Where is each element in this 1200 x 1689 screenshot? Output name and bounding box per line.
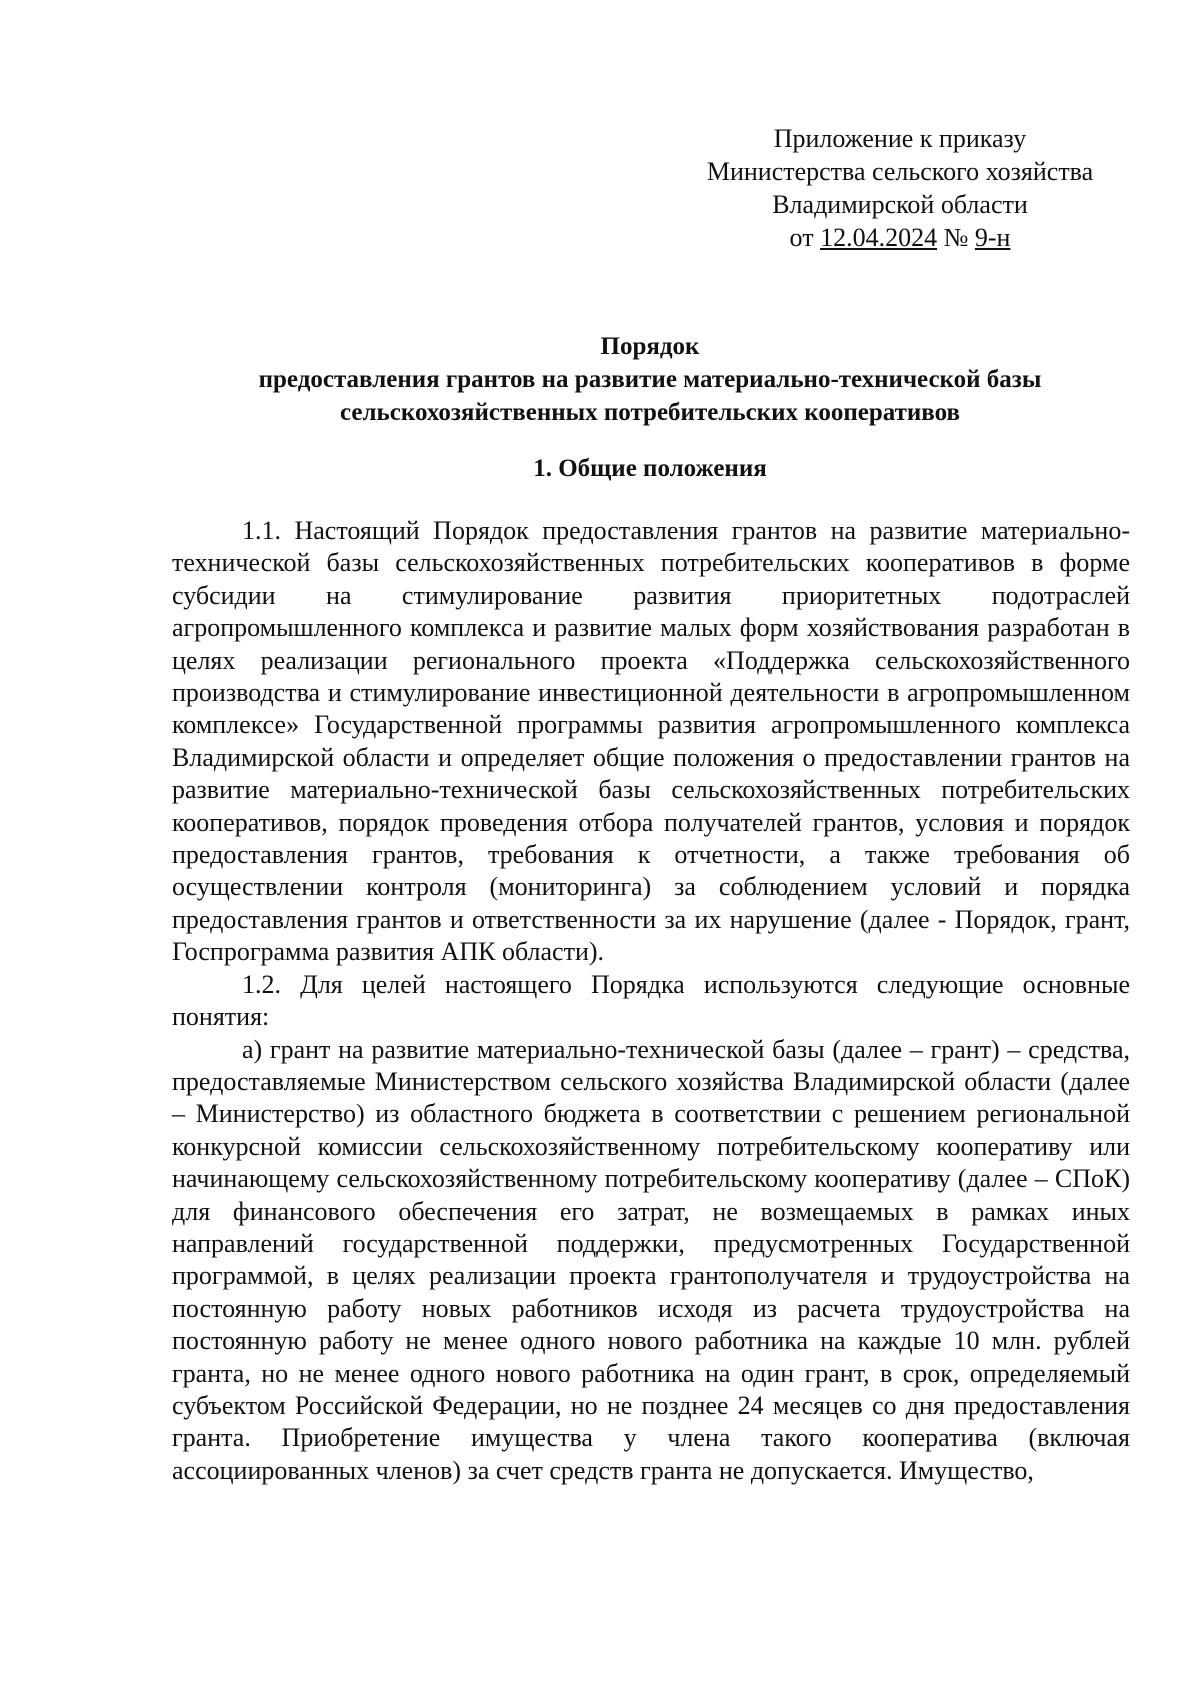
appendix-line-1: Приложение к приказу xyxy=(773,124,1027,153)
date-prefix: от xyxy=(789,223,821,252)
paragraph-1-2: 1.2. Для целей настоящего Порядка используются следующие основные понятия: xyxy=(172,969,1130,1032)
order-number: 9-н xyxy=(974,223,1011,252)
section-heading: 1. Общие положения xyxy=(533,455,767,482)
paragraph-1-1: 1.1. Настоящий Порядок предоставления грантов на развитие материально-технической базы сельскохозяйственных потребительских кооперативов в форме субсидии на стимулирование развития приоритетных подотраслей агропромышленного комплекса и развитие малых форм хозяйствования разработан в целях реализации регионального проекта «Поддержка сельскохозяйственного производства и стимулирование инвестиционной деятельности в агропромышленном комплексе» Государственной программы развития агропромышленного комплекса Владимирской области и определяет общие положения о предоставлении грантов на развитие материально-технической базы сельскохозяйственных потребительских кооперативов, порядок проведения отбора получателей грантов, условия и порядок предоставления грантов, требования к отчетности, а также требования об осуществлении контроля (мониторинга) за соблюдением условий и порядка предоставления грантов и ответственности за их нарушение (далее - Порядок, грант, Госпрограмма развития АПК области). xyxy=(172,516,1130,967)
title-line-2: предоставления грантов на развитие материально-технической базы xyxy=(258,366,1042,393)
document-title xyxy=(170,330,1130,429)
document-body xyxy=(172,515,1130,1487)
appendix-line-3: Владимирской области xyxy=(772,190,1028,219)
paragraph-a: а) грант на развитие материально-технической базы (далее – грант) – средства, предоставляемые Министерством сельского хозяйства Владимирской области (далее – Министерство) из областного бюджета в соответствии с решением региональной конкурсной комиссии сельскохозяйственному потребительскому кооперативу или начинающему сельскохозяйственному потребительскому кооперативу (далее – СПоК) для финансового обеспечения его затрат, не возмещаемых в рамках иных направлений государственной поддержки, предусмотренных Государственной программой, в целях реализации проекта грантополучателя и трудоустройства на постоянную работу новых работников исходя из расчета трудоустройства на постоянную работу не менее одного нового работника на каждые 10 млн. рублей гранта, но не менее одного нового работника на один грант, в срок, определяемый субъектом Российской Федерации, но не позднее 24 месяцев со дня предоставления гранта. Приобретение имущества у члена такого кооператива (включая ассоциированных членов) за счет средств гранта не допускается. Имущество, xyxy=(172,1034,1130,1485)
number-prefix: № xyxy=(937,223,975,252)
appendix-date-line xyxy=(690,221,1110,254)
title-line-3: сельскохозяйственных потребительских кооперативов xyxy=(340,399,960,426)
order-date: 12.04.2024 xyxy=(820,223,938,252)
appendix-header xyxy=(690,122,1110,254)
title-line-1: Порядок xyxy=(600,333,700,360)
appendix-line-2: Министерства сельского хозяйства xyxy=(706,157,1094,186)
